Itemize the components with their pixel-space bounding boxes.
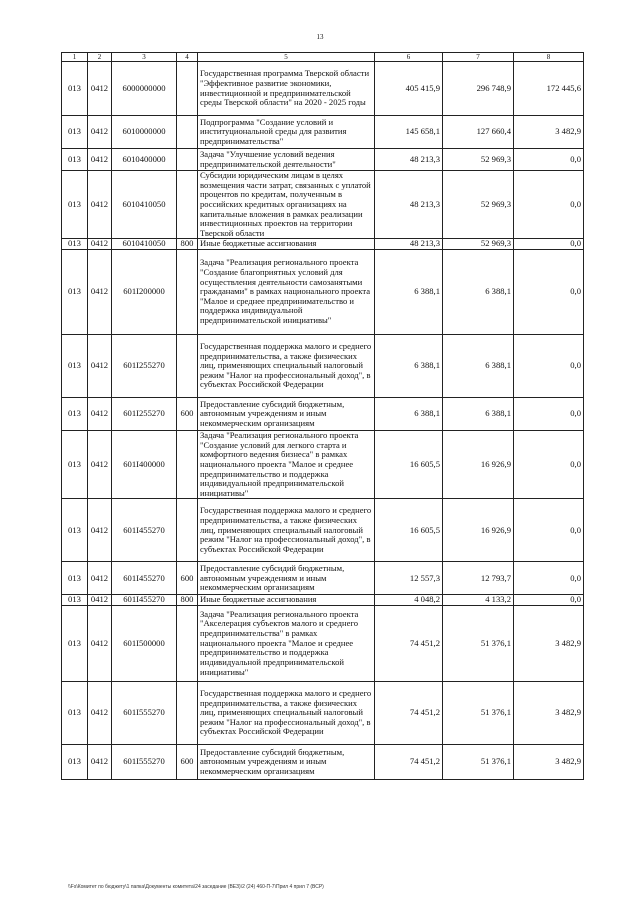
section-code-cell: 0412 xyxy=(88,682,112,745)
table-row xyxy=(62,398,584,431)
admin-code-cell: 013 xyxy=(62,116,88,149)
amount-year-3-cell: 0,0 xyxy=(514,431,584,499)
amount-year-2-cell: 52 969,3 xyxy=(443,171,514,239)
section-code-cell: 0412 xyxy=(88,239,112,250)
target-article-cell: 601I500000 xyxy=(112,606,177,682)
expense-type-cell xyxy=(177,431,198,499)
table-row xyxy=(62,116,584,149)
target-article-cell: 6000000000 xyxy=(112,62,177,116)
amount-year-2-cell: 6 388,1 xyxy=(443,398,514,431)
amount-year-1-cell: 145 658,1 xyxy=(375,116,443,149)
table-row xyxy=(62,745,584,780)
amount-year-2-cell: 51 376,1 xyxy=(443,682,514,745)
table-row xyxy=(62,149,584,171)
column-number-6: 6 xyxy=(375,53,443,62)
item-name-cell: Задача "Реализация регионального проекта "Создание благоприятных условий для осуществления деятельности самозанятыми гражданами" в рамках национального проекта "Малое и среднее предпринимательство и поддержка индивидуальной предпринимательской инициативы" xyxy=(198,250,375,335)
section-code-cell: 0412 xyxy=(88,431,112,499)
target-article-cell: 601I255270 xyxy=(112,335,177,398)
expense-type-cell xyxy=(177,682,198,745)
expense-type-cell: 600 xyxy=(177,398,198,431)
amount-year-2-cell: 4 133,2 xyxy=(443,595,514,606)
target-article-cell: 601I455270 xyxy=(112,499,177,562)
amount-year-3-cell: 3 482,9 xyxy=(514,116,584,149)
column-number-2: 2 xyxy=(88,53,112,62)
admin-code-cell: 013 xyxy=(62,62,88,116)
amount-year-1-cell: 6 388,1 xyxy=(375,335,443,398)
expense-type-cell xyxy=(177,606,198,682)
target-article-cell: 601I555270 xyxy=(112,682,177,745)
amount-year-3-cell: 0,0 xyxy=(514,398,584,431)
item-name-cell: Задача "Улучшение условий ведения предпринимательской деятельности" xyxy=(198,149,375,171)
amount-year-2-cell: 51 376,1 xyxy=(443,606,514,682)
amount-year-2-cell: 12 793,7 xyxy=(443,562,514,595)
section-code-cell: 0412 xyxy=(88,149,112,171)
table-row xyxy=(62,682,584,745)
target-article-cell: 6010000000 xyxy=(112,116,177,149)
section-code-cell: 0412 xyxy=(88,62,112,116)
column-number-5: 5 xyxy=(198,53,375,62)
section-code-cell: 0412 xyxy=(88,335,112,398)
item-name-cell: Подпрограмма "Создание условий и институциональной среды для развития предпринимательства" xyxy=(198,116,375,149)
amount-year-1-cell: 74 451,2 xyxy=(375,606,443,682)
amount-year-1-cell: 48 213,3 xyxy=(375,171,443,239)
expense-type-cell: 600 xyxy=(177,562,198,595)
expense-type-cell xyxy=(177,62,198,116)
expense-type-cell xyxy=(177,335,198,398)
amount-year-2-cell: 52 969,3 xyxy=(443,239,514,250)
target-article-cell: 601I555270 xyxy=(112,745,177,780)
expense-type-cell: 800 xyxy=(177,239,198,250)
amount-year-3-cell: 0,0 xyxy=(514,250,584,335)
item-name-cell: Субсидии юридическим лицам в целях возмещения части затрат, связанных с уплатой процентов по кредитам, полученным в российских кредитных организациях на капитальные вложения в рамках реализации инвестиционных проектов на территории Тверской области xyxy=(198,171,375,239)
amount-year-2-cell: 16 926,9 xyxy=(443,499,514,562)
amount-year-2-cell: 52 969,3 xyxy=(443,149,514,171)
amount-year-1-cell: 6 388,1 xyxy=(375,398,443,431)
amount-year-1-cell: 6 388,1 xyxy=(375,250,443,335)
amount-year-3-cell: 0,0 xyxy=(514,335,584,398)
section-code-cell: 0412 xyxy=(88,595,112,606)
amount-year-2-cell: 6 388,1 xyxy=(443,335,514,398)
amount-year-2-cell: 16 926,9 xyxy=(443,431,514,499)
section-code-cell: 0412 xyxy=(88,250,112,335)
admin-code-cell: 013 xyxy=(62,499,88,562)
amount-year-3-cell: 3 482,9 xyxy=(514,682,584,745)
amount-year-2-cell: 6 388,1 xyxy=(443,250,514,335)
table-row xyxy=(62,562,584,595)
item-name-cell: Государственная поддержка малого и среднего предпринимательства, а также физических лиц, применяющих специальный налоговый режим "Налог на профессиональный доход", в субъектах Российской Федерации xyxy=(198,499,375,562)
admin-code-cell: 013 xyxy=(62,398,88,431)
admin-code-cell: 013 xyxy=(62,745,88,780)
admin-code-cell: 013 xyxy=(62,595,88,606)
amount-year-3-cell: 0,0 xyxy=(514,239,584,250)
expense-type-cell: 800 xyxy=(177,595,198,606)
admin-code-cell: 013 xyxy=(62,682,88,745)
table-row xyxy=(62,431,584,499)
amount-year-1-cell: 405 415,9 xyxy=(375,62,443,116)
expense-type-cell xyxy=(177,171,198,239)
expense-type-cell xyxy=(177,250,198,335)
amount-year-2-cell: 127 660,4 xyxy=(443,116,514,149)
target-article-cell: 601I455270 xyxy=(112,562,177,595)
amount-year-2-cell: 51 376,1 xyxy=(443,745,514,780)
amount-year-3-cell: 3 482,9 xyxy=(514,745,584,780)
amount-year-1-cell: 48 213,3 xyxy=(375,239,443,250)
table-row xyxy=(62,171,584,239)
column-number-8: 8 xyxy=(514,53,584,62)
file-path-footer: \\Fs\Комитет по бюджету\1 папка\Документы комитета\24 заседание (ВЕЗ)\2 (24) 460-П-7\Прил 4 прил 7 (ВСР) xyxy=(68,884,324,890)
expense-type-cell: 600 xyxy=(177,745,198,780)
page-number: 13 xyxy=(316,33,324,41)
admin-code-cell: 013 xyxy=(62,171,88,239)
amount-year-1-cell: 16 605,5 xyxy=(375,431,443,499)
item-name-cell: Задача "Реализация регионального проекта "Создание условий для легкого старта и комфортного ведения бизнеса" в рамках национального проекта "Малое и среднее предпринимательство и поддержка индивидуальной предпринимательской инициативы" xyxy=(198,431,375,499)
column-number-3: 3 xyxy=(112,53,177,62)
column-number-4: 4 xyxy=(177,53,198,62)
target-article-cell: 601I255270 xyxy=(112,398,177,431)
amount-year-1-cell: 16 605,5 xyxy=(375,499,443,562)
section-code-cell: 0412 xyxy=(88,606,112,682)
target-article-cell: 601I400000 xyxy=(112,431,177,499)
target-article-cell: 601I200000 xyxy=(112,250,177,335)
amount-year-2-cell: 296 748,9 xyxy=(443,62,514,116)
table-row xyxy=(62,335,584,398)
table-row xyxy=(62,499,584,562)
expense-type-cell xyxy=(177,499,198,562)
admin-code-cell: 013 xyxy=(62,335,88,398)
amount-year-3-cell: 0,0 xyxy=(514,562,584,595)
amount-year-1-cell: 74 451,2 xyxy=(375,682,443,745)
section-code-cell: 0412 xyxy=(88,116,112,149)
item-name-cell: Государственная поддержка малого и среднего предпринимательства, а также физических лиц, применяющих специальный налоговый режим "Налог на профессиональный доход", в субъектах Российской Федерации xyxy=(198,335,375,398)
table-row xyxy=(62,595,584,606)
section-code-cell: 0412 xyxy=(88,398,112,431)
header-row xyxy=(62,53,584,62)
item-name-cell: Предоставление субсидий бюджетным, автономным учреждениям и иным некоммерческим организациям xyxy=(198,562,375,595)
admin-code-cell: 013 xyxy=(62,250,88,335)
amount-year-3-cell: 0,0 xyxy=(514,595,584,606)
table-row xyxy=(62,606,584,682)
admin-code-cell: 013 xyxy=(62,562,88,595)
item-name-cell: Иные бюджетные ассигнования xyxy=(198,239,375,250)
item-name-cell: Государственная программа Тверской области "Эффективное развитие экономики, инвестиционной и предпринимательской среды Тверской области" на 2020 - 2025 годы xyxy=(198,62,375,116)
amount-year-1-cell: 12 557,3 xyxy=(375,562,443,595)
amount-year-3-cell: 0,0 xyxy=(514,149,584,171)
expense-type-cell xyxy=(177,116,198,149)
item-name-cell: Задача "Реализация регионального проекта "Акселерация субъектов малого и среднего предпринимательства" в рамках национального проекта "Малое и среднее предпринимательство и поддержка индивидуальной предпринимательской инициативы" xyxy=(198,606,375,682)
item-name-cell: Иные бюджетные ассигнования xyxy=(198,595,375,606)
amount-year-3-cell: 172 445,6 xyxy=(514,62,584,116)
budget-table xyxy=(61,52,584,780)
column-number-1: 1 xyxy=(62,53,88,62)
section-code-cell: 0412 xyxy=(88,171,112,239)
target-article-cell: 6010400000 xyxy=(112,149,177,171)
admin-code-cell: 013 xyxy=(62,606,88,682)
item-name-cell: Предоставление субсидий бюджетным, автономным учреждениям и иным некоммерческим организациям xyxy=(198,398,375,431)
section-code-cell: 0412 xyxy=(88,499,112,562)
expense-type-cell xyxy=(177,149,198,171)
item-name-cell: Государственная поддержка малого и среднего предпринимательства, а также физических лиц, применяющих специальный налоговый режим "Налог на профессиональный доход", в субъектах Российской Федерации xyxy=(198,682,375,745)
table-row xyxy=(62,62,584,116)
section-code-cell: 0412 xyxy=(88,745,112,780)
amount-year-3-cell: 0,0 xyxy=(514,499,584,562)
target-article-cell: 601I455270 xyxy=(112,595,177,606)
table-row xyxy=(62,250,584,335)
target-article-cell: 6010410050 xyxy=(112,239,177,250)
amount-year-1-cell: 74 451,2 xyxy=(375,745,443,780)
amount-year-1-cell: 4 048,2 xyxy=(375,595,443,606)
section-code-cell: 0412 xyxy=(88,562,112,595)
amount-year-3-cell: 0,0 xyxy=(514,171,584,239)
admin-code-cell: 013 xyxy=(62,431,88,499)
table-row xyxy=(62,239,584,250)
amount-year-3-cell: 3 482,9 xyxy=(514,606,584,682)
target-article-cell: 6010410050 xyxy=(112,171,177,239)
admin-code-cell: 013 xyxy=(62,239,88,250)
item-name-cell: Предоставление субсидий бюджетным, автономным учреждениям и иным некоммерческим организациям xyxy=(198,745,375,780)
admin-code-cell: 013 xyxy=(62,149,88,171)
column-number-7: 7 xyxy=(443,53,514,62)
amount-year-1-cell: 48 213,3 xyxy=(375,149,443,171)
